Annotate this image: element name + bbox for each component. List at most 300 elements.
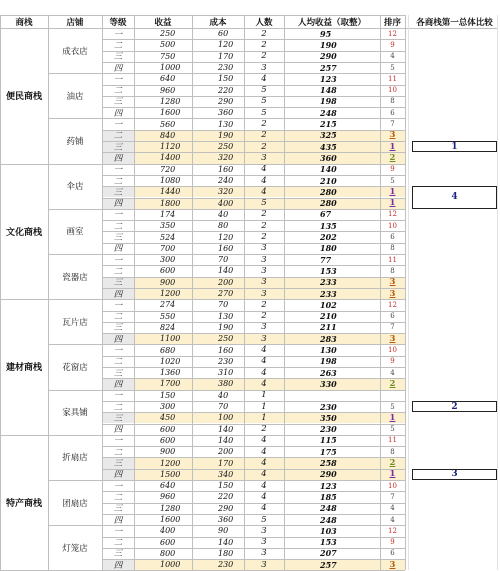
group-name: 建材商栈 xyxy=(5,363,42,374)
grid-line xyxy=(380,15,381,570)
cost-cell: 230 xyxy=(218,356,234,366)
per-capita-cell: 350 xyxy=(284,412,380,423)
grid-line xyxy=(102,322,405,323)
grid-line xyxy=(244,15,245,570)
grid-line xyxy=(102,537,405,538)
shop-name: 折扇店 xyxy=(62,453,88,464)
revenue-cell: 250 xyxy=(160,29,176,39)
rank-cell: 12 xyxy=(388,526,397,535)
per-capita-cell: 263 xyxy=(320,367,337,378)
people-cell: 4 xyxy=(244,469,284,480)
cost-cell: 250 xyxy=(192,141,244,152)
people-cell: 5 xyxy=(261,107,267,118)
revenue-cell: 600 xyxy=(160,424,176,434)
rank-cell: 7 xyxy=(390,492,395,501)
cost-cell: 140 xyxy=(218,424,234,434)
grid-line xyxy=(102,412,405,413)
revenue-cell: 680 xyxy=(160,345,176,355)
cost-cell: 90 xyxy=(218,526,229,536)
grid-line xyxy=(102,401,405,402)
grid-line xyxy=(102,141,405,142)
people-cell: 5 xyxy=(244,198,284,209)
grid-line xyxy=(134,15,135,570)
grid-line xyxy=(102,15,103,570)
rank-cell: 11 xyxy=(388,74,397,83)
grid-line xyxy=(102,491,405,492)
cost-cell: 140 xyxy=(218,435,234,445)
rank-cell: 1 xyxy=(380,198,405,209)
rank-cell: 10 xyxy=(388,86,397,95)
per-capita-cell: 185 xyxy=(320,491,337,502)
level-cell: 一 xyxy=(113,74,123,85)
people-cell: 2 xyxy=(261,311,267,322)
cost-cell: 250 xyxy=(192,333,244,344)
grid-line xyxy=(102,51,405,52)
people-cell: 1 xyxy=(261,401,267,412)
grid-line xyxy=(102,446,405,447)
people-cell: 3 xyxy=(261,322,267,333)
shop-name: 成衣店 xyxy=(62,46,88,57)
people-cell: 3 xyxy=(261,525,267,536)
shop-name: 瓷器店 xyxy=(62,272,88,283)
level-cell: 一 xyxy=(113,165,123,175)
grid-line xyxy=(102,130,405,131)
people-cell: 2 xyxy=(261,232,267,243)
level-cell: 三 xyxy=(102,186,134,197)
people-cell: 4 xyxy=(261,356,267,367)
grid-line xyxy=(102,85,405,86)
per-capita-cell: 198 xyxy=(320,96,337,107)
revenue-cell: 274 xyxy=(160,300,176,310)
cost-cell: 150 xyxy=(218,481,234,491)
level-cell: 二 xyxy=(113,492,123,503)
grid-line xyxy=(102,186,405,187)
level-cell: 一 xyxy=(113,346,123,356)
rank-cell: 9 xyxy=(390,40,395,49)
cost-cell: 320 xyxy=(192,152,244,163)
people-cell: 3 xyxy=(261,537,267,548)
cost-cell: 320 xyxy=(192,186,244,197)
revenue-cell: 1700 xyxy=(134,378,192,389)
grid-line xyxy=(102,62,405,63)
rank-cell: 10 xyxy=(388,346,397,355)
per-capita-cell: 257 xyxy=(320,62,337,73)
rank-cell: 7 xyxy=(390,120,395,129)
people-cell: 4 xyxy=(261,446,267,457)
per-capita-cell: 233 xyxy=(284,288,380,299)
per-capita-cell: 102 xyxy=(320,299,337,310)
per-capita-cell: 77 xyxy=(320,254,332,265)
rank-cell: 12 xyxy=(388,210,397,219)
people-cell: 5 xyxy=(261,514,267,525)
rank-cell: 6 xyxy=(390,549,395,558)
level-cell: 三 xyxy=(113,323,123,334)
grid-line xyxy=(48,15,49,570)
level-cell: 二 xyxy=(113,40,123,51)
people-cell: 4 xyxy=(244,457,284,468)
per-capita-cell: 103 xyxy=(320,525,337,536)
people-cell: 3 xyxy=(244,152,284,163)
people-cell: 3 xyxy=(261,548,267,559)
per-capita-cell: 248 xyxy=(320,514,337,525)
rank-cell: 6 xyxy=(390,233,395,242)
revenue-cell: 750 xyxy=(160,51,176,61)
people-cell: 3 xyxy=(261,254,267,265)
level-cell: 三 xyxy=(113,97,123,108)
shop-name: 药铺 xyxy=(66,136,84,147)
cost-cell: 180 xyxy=(218,548,234,558)
header-shop: 店铺 xyxy=(66,17,84,28)
rank-cell: 1 xyxy=(380,412,405,423)
people-cell: 3 xyxy=(261,243,267,254)
revenue-cell: 600 xyxy=(160,537,176,547)
revenue-cell: 640 xyxy=(160,481,176,491)
per-capita-cell: 290 xyxy=(284,469,380,480)
per-capita-cell: 148 xyxy=(320,85,337,96)
level-cell: 三 xyxy=(113,52,123,62)
revenue-cell: 1080 xyxy=(160,176,181,186)
people-cell: 2 xyxy=(261,299,267,310)
rank-cell: 3 xyxy=(380,288,405,299)
revenue-cell: 900 xyxy=(160,447,176,457)
cost-cell: 160 xyxy=(218,243,234,253)
people-cell: 4 xyxy=(261,367,267,378)
per-capita-cell: 233 xyxy=(284,277,380,288)
revenue-cell: 350 xyxy=(160,221,176,231)
level-cell: 一 xyxy=(113,300,123,311)
revenue-cell: 500 xyxy=(160,40,176,50)
per-capita-cell: 230 xyxy=(320,401,337,412)
people-cell: 2 xyxy=(261,209,267,220)
grid-line xyxy=(102,277,405,278)
grid-line xyxy=(102,39,405,40)
people-cell: 4 xyxy=(244,186,284,197)
cost-cell: 290 xyxy=(218,96,234,106)
revenue-cell: 1360 xyxy=(160,368,181,378)
cost-cell: 120 xyxy=(218,40,234,50)
revenue-cell: 300 xyxy=(160,255,176,265)
level-cell: 四 xyxy=(113,244,123,254)
level-cell: 四 xyxy=(113,63,123,74)
level-cell: 三 xyxy=(102,412,134,423)
per-capita-cell: 123 xyxy=(320,73,337,84)
cost-cell: 190 xyxy=(192,130,244,141)
grid-line xyxy=(102,424,405,425)
per-capita-cell: 325 xyxy=(284,130,380,141)
revenue-cell: 1200 xyxy=(134,288,192,299)
compare-cell: 1 xyxy=(412,141,497,152)
grid-line xyxy=(102,107,405,108)
level-cell: 三 xyxy=(113,504,123,514)
revenue-cell: 150 xyxy=(160,390,176,400)
per-capita-cell: 290 xyxy=(320,51,337,62)
revenue-cell: 1000 xyxy=(160,63,181,73)
cost-cell: 270 xyxy=(192,288,244,299)
per-capita-cell: 230 xyxy=(320,424,337,435)
cost-cell: 200 xyxy=(218,447,234,457)
level-cell: 三 xyxy=(102,141,134,152)
people-cell: 4 xyxy=(261,503,267,514)
rank-cell: 8 xyxy=(390,266,395,275)
per-capita-cell: 248 xyxy=(320,107,337,118)
cost-cell: 80 xyxy=(218,221,229,231)
level-cell: 二 xyxy=(113,266,123,277)
grid-line xyxy=(0,435,405,436)
per-capita-cell: 283 xyxy=(284,333,380,344)
people-cell: 1 xyxy=(244,412,284,423)
per-capita-cell: 210 xyxy=(320,175,337,186)
revenue-cell: 1500 xyxy=(134,469,192,480)
people-cell: 4 xyxy=(261,435,267,446)
rank-cell: 5 xyxy=(390,176,395,185)
revenue-cell: 720 xyxy=(160,164,176,174)
compare-cell: 2 xyxy=(412,401,497,412)
header-people: 人数 xyxy=(255,17,273,28)
header-compare: 各商栈第一总体比较 xyxy=(416,17,493,28)
revenue-cell: 800 xyxy=(160,548,176,558)
rank-cell: 9 xyxy=(390,538,395,547)
people-cell: 2 xyxy=(261,424,267,435)
people-cell: 3 xyxy=(261,62,267,73)
rank-cell: 10 xyxy=(388,221,397,230)
rank-cell: 3 xyxy=(380,559,405,570)
rank-cell: 2 xyxy=(380,152,405,163)
level-cell: 一 xyxy=(113,29,123,40)
shop-name: 伞店 xyxy=(66,182,84,193)
per-capita-cell: 280 xyxy=(284,186,380,197)
cost-cell: 160 xyxy=(218,345,234,355)
compare-cell: 4 xyxy=(412,186,497,209)
people-cell: 4 xyxy=(261,164,267,175)
group-name: 便民商栈 xyxy=(5,92,42,103)
grid-line xyxy=(192,15,193,570)
rank-cell: 12 xyxy=(388,29,397,38)
people-cell: 3 xyxy=(244,288,284,299)
per-capita-cell: 202 xyxy=(320,232,337,243)
people-cell: 2 xyxy=(244,130,284,141)
cost-cell: 170 xyxy=(218,51,234,61)
grid-line xyxy=(0,28,405,29)
people-cell: 3 xyxy=(244,333,284,344)
cost-cell: 190 xyxy=(218,322,234,332)
shop-name: 灯笼店 xyxy=(62,543,88,554)
per-capita-cell: 95 xyxy=(320,28,332,39)
grid-line xyxy=(102,559,405,560)
cost-cell: 40 xyxy=(218,390,229,400)
revenue-cell: 640 xyxy=(160,74,176,84)
people-cell: 5 xyxy=(261,85,267,96)
level-cell: 四 xyxy=(102,469,134,480)
revenue-cell: 600 xyxy=(160,266,176,276)
cost-cell: 140 xyxy=(218,266,234,276)
grid-line xyxy=(102,367,405,368)
cost-cell: 70 xyxy=(218,255,229,265)
rank-cell: 11 xyxy=(388,436,397,445)
grid-line xyxy=(102,152,405,153)
revenue-cell: 960 xyxy=(160,492,176,502)
cost-cell: 130 xyxy=(218,311,234,321)
level-cell: 二 xyxy=(113,447,123,458)
group-name: 文化商栈 xyxy=(5,227,42,238)
level-cell: 一 xyxy=(113,436,123,447)
cost-cell: 220 xyxy=(218,85,234,95)
revenue-cell: 1440 xyxy=(134,186,192,197)
level-cell: 三 xyxy=(102,277,134,288)
grid-line xyxy=(102,198,405,199)
cost-cell: 40 xyxy=(218,209,229,219)
cost-cell: 60 xyxy=(218,29,229,39)
grid-line xyxy=(102,503,405,504)
level-cell: 一 xyxy=(113,526,123,537)
revenue-cell: 1600 xyxy=(160,108,181,118)
per-capita-cell: 190 xyxy=(320,39,337,50)
grid-line xyxy=(102,469,405,470)
level-cell: 四 xyxy=(102,333,134,344)
level-cell: 四 xyxy=(113,425,123,435)
level-cell: 一 xyxy=(113,210,123,221)
grid-line xyxy=(102,548,405,549)
rank-cell: 5 xyxy=(390,402,395,411)
grid-line xyxy=(0,299,405,300)
rank-cell: 4 xyxy=(390,504,395,513)
rank-cell: 2 xyxy=(380,378,405,389)
revenue-cell: 700 xyxy=(160,243,176,253)
level-cell: 四 xyxy=(102,152,134,163)
revenue-cell: 450 xyxy=(134,412,192,423)
people-cell: 4 xyxy=(261,491,267,502)
rank-cell: 9 xyxy=(390,165,395,174)
rank-cell: 8 xyxy=(390,97,395,106)
rank-cell: 8 xyxy=(390,244,395,253)
revenue-cell: 524 xyxy=(160,232,176,242)
cost-cell: 100 xyxy=(192,412,244,423)
grid-line xyxy=(0,15,405,16)
rank-cell: 6 xyxy=(390,108,395,117)
cost-cell: 70 xyxy=(218,300,229,310)
level-cell: 四 xyxy=(102,378,134,389)
grid-line xyxy=(102,311,405,312)
rank-cell: 7 xyxy=(390,323,395,332)
cost-cell: 240 xyxy=(218,176,234,186)
grid-line xyxy=(102,356,405,357)
level-cell: 三 xyxy=(113,233,123,243)
per-capita-cell: 435 xyxy=(284,141,380,152)
people-cell: 5 xyxy=(261,96,267,107)
people-cell: 4 xyxy=(261,345,267,356)
level-cell: 二 xyxy=(113,312,123,322)
per-capita-cell: 198 xyxy=(320,356,337,367)
rank-cell: 10 xyxy=(388,481,397,490)
revenue-cell: 1200 xyxy=(134,457,192,468)
per-capita-cell: 140 xyxy=(320,164,337,175)
shop-name: 画室 xyxy=(66,227,84,238)
revenue-cell: 840 xyxy=(134,130,192,141)
grid-line xyxy=(284,15,285,570)
rank-cell: 5 xyxy=(390,63,395,72)
rank-cell: 1 xyxy=(380,469,405,480)
header-cost: 成本 xyxy=(209,17,227,28)
level-cell: 二 xyxy=(113,221,123,232)
rank-cell: 3 xyxy=(380,130,405,141)
rank-cell: 5 xyxy=(390,425,395,434)
rank-cell: 8 xyxy=(390,447,395,456)
cost-cell: 220 xyxy=(218,492,234,502)
cost-cell: 360 xyxy=(218,108,234,118)
level-cell: 四 xyxy=(102,288,134,299)
per-capita-cell: 210 xyxy=(320,311,337,322)
people-cell: 2 xyxy=(261,220,267,231)
rank-cell: 4 xyxy=(390,368,395,377)
grid-line xyxy=(102,378,405,379)
per-capita-cell: 135 xyxy=(320,220,337,231)
level-cell: 四 xyxy=(102,198,134,209)
rank-cell: 9 xyxy=(390,357,395,366)
revenue-cell: 174 xyxy=(160,209,176,219)
cost-cell: 140 xyxy=(218,537,234,547)
level-cell: 四 xyxy=(102,559,134,570)
revenue-cell: 824 xyxy=(160,322,176,332)
people-cell: 3 xyxy=(244,277,284,288)
people-cell: 2 xyxy=(261,51,267,62)
cost-cell: 120 xyxy=(218,232,234,242)
people-cell: 2 xyxy=(244,141,284,152)
level-cell: 一 xyxy=(113,120,123,130)
revenue-cell: 900 xyxy=(134,277,192,288)
level-cell: 三 xyxy=(113,549,123,560)
cost-cell: 230 xyxy=(192,559,244,570)
people-cell: 1 xyxy=(261,390,267,401)
cost-cell: 130 xyxy=(218,119,234,129)
level-cell: 二 xyxy=(113,402,123,413)
per-capita-cell: 130 xyxy=(320,345,337,356)
grid-line xyxy=(408,15,409,570)
grid-line xyxy=(102,220,405,221)
rank-cell: 4 xyxy=(390,515,395,524)
revenue-cell: 300 xyxy=(160,402,176,412)
compare-cell: 3 xyxy=(412,469,497,480)
level-cell: 一 xyxy=(113,255,123,266)
shop-name: 花窗店 xyxy=(62,362,88,373)
per-capita-cell: 257 xyxy=(284,559,380,570)
grid-line xyxy=(0,15,1,570)
header-group: 商栈 xyxy=(15,17,33,28)
per-capita-cell: 123 xyxy=(320,480,337,491)
cost-cell: 380 xyxy=(192,378,244,389)
rank-cell: 1 xyxy=(380,186,405,197)
per-capita-cell: 215 xyxy=(320,119,337,130)
rank-cell: 3 xyxy=(380,277,405,288)
cost-cell: 400 xyxy=(192,198,244,209)
revenue-cell: 1020 xyxy=(160,356,181,366)
header-revenue: 收益 xyxy=(154,17,172,28)
grid-line xyxy=(102,514,405,515)
cost-cell: 200 xyxy=(192,277,244,288)
per-capita-cell: 180 xyxy=(320,243,337,254)
rank-cell: 2 xyxy=(380,457,405,468)
people-cell: 3 xyxy=(261,265,267,276)
level-cell: 三 xyxy=(102,457,134,468)
revenue-cell: 1120 xyxy=(134,141,192,152)
revenue-cell: 1600 xyxy=(160,515,181,525)
cost-cell: 310 xyxy=(218,368,234,378)
revenue-cell: 1100 xyxy=(134,333,192,344)
shop-name: 瓦片店 xyxy=(62,317,88,328)
revenue-cell: 1800 xyxy=(134,198,192,209)
grid-line xyxy=(102,333,405,334)
level-cell: 二 xyxy=(113,357,123,367)
people-cell: 2 xyxy=(261,28,267,39)
people-cell: 2 xyxy=(261,119,267,130)
